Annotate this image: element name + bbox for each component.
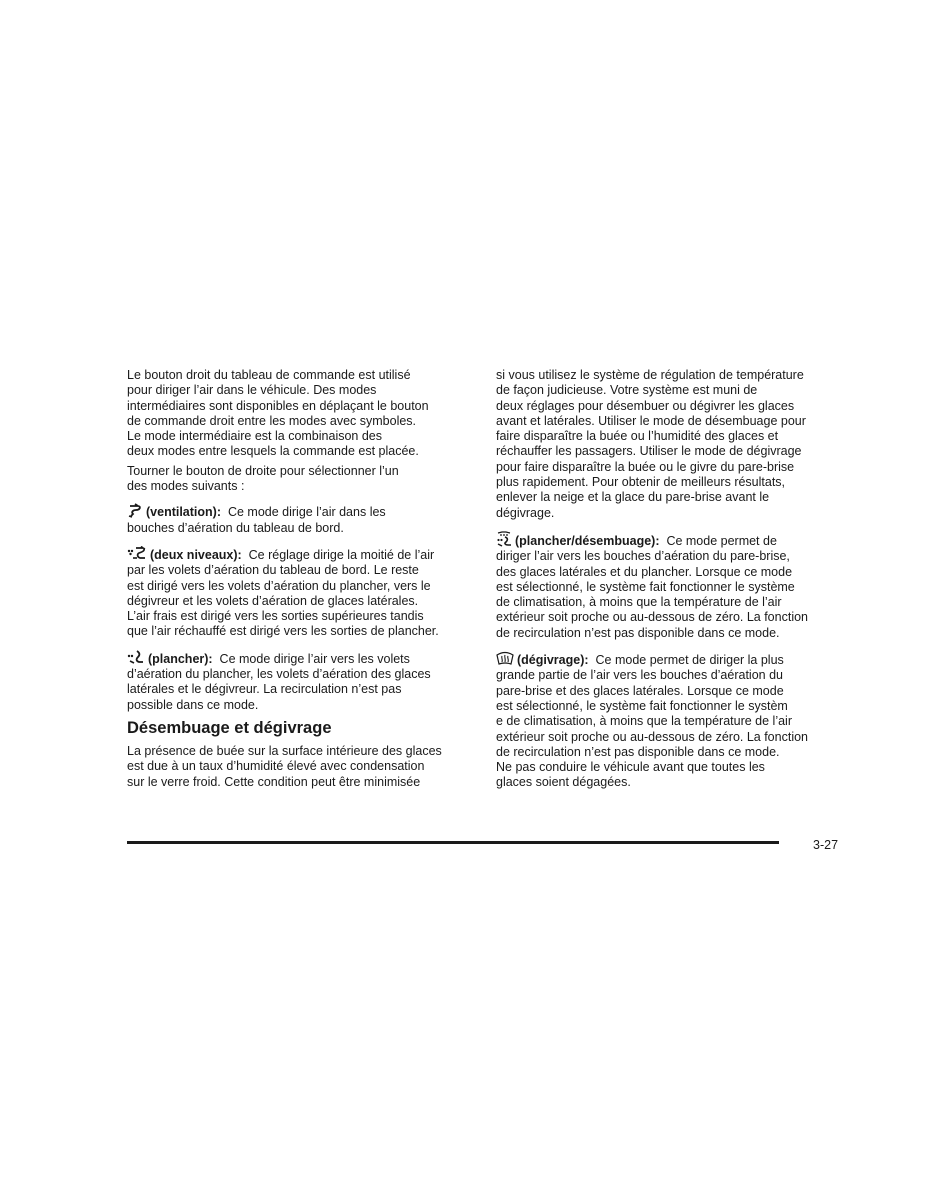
text-line: plus rapidement. Pour obtenir de meilleurs résultats, xyxy=(496,475,786,490)
mode-label: (dégivrage): xyxy=(517,653,589,668)
section-heading: Désembuage et dégivrage xyxy=(127,718,332,737)
text-line: glaces soient dégagées. xyxy=(496,775,631,790)
text-line: Le mode intermédiaire est la combinaison des xyxy=(127,429,382,444)
text-line: e de climatisation, à moins que la température de l’air xyxy=(496,714,792,729)
mode-text: Ce mode dirige l’air dans les xyxy=(227,505,386,520)
text-line: de façon judicieuse. Votre système est muni de xyxy=(496,383,758,398)
left-column xyxy=(127,368,472,794)
text-line: de recirculation n’est pas disponible dans ce mode. xyxy=(496,625,780,640)
mode-floor-defog xyxy=(496,531,841,641)
text-line: pare-brise et des glaces latérales. Lorsque ce mode xyxy=(496,683,784,698)
mode-label: (deux niveaux): xyxy=(150,547,242,562)
intro-paragraph xyxy=(127,368,472,460)
text-line: pour faire disparaître la buée ou le givre du pare-brise xyxy=(496,459,795,474)
text-line: est sélectionné, le système fait fonctionner le systèm xyxy=(496,698,788,713)
text-line: par les volets d’aération du tableau de bord. Le reste xyxy=(127,563,419,578)
defog-paragraph xyxy=(127,744,472,790)
text-line: extérieur soit proche ou au-dessous de zéro. La fonction xyxy=(496,610,808,625)
floor-airflow-icon xyxy=(127,650,145,665)
text-line: extérieur soit proche ou au-dessous de zéro. La fonction xyxy=(496,729,808,744)
mode-label: (plancher): xyxy=(148,651,213,666)
text-line: La présence de buée sur la surface intérieure des glaces xyxy=(127,743,442,758)
mode-label: (plancher/désembuage): xyxy=(515,533,660,548)
mode-ventilation xyxy=(127,503,472,536)
mode-floor xyxy=(127,650,472,713)
text-line: est dirigé vers les volets d’aération du plancher, vers le xyxy=(127,578,431,593)
text-line: enlever la neige et la glace du pare-brise avant le xyxy=(496,490,770,505)
mode-text: Ce réglage dirige la moitié de l’air xyxy=(248,547,435,562)
mode-defrost xyxy=(496,651,841,791)
continued-paragraph xyxy=(496,368,841,521)
text-line: faire disparaître la buée ou l’humidité des glaces et xyxy=(496,429,779,444)
mode-label: (ventilation): xyxy=(146,505,221,520)
text-line: de recirculation n’est pas disponible dans ce mode. xyxy=(496,744,780,759)
text-line: des glaces latérales et du plancher. Lorsque ce mode xyxy=(496,564,793,579)
text-line: de commande droit entre les modes avec symboles. xyxy=(127,413,417,428)
text-line: dégivreur et les volets d’aération de glaces latérales. xyxy=(127,593,419,608)
mode-text: Ce mode dirige l’air vers les volets xyxy=(219,651,410,666)
text-line: est due à un taux d’humidité élevé avec condensation xyxy=(127,759,425,774)
text-line: pour diriger l’air dans le véhicule. Des modes xyxy=(127,383,377,398)
vent-airflow-icon xyxy=(127,503,143,518)
floor-defog-icon xyxy=(496,531,512,547)
mode-bi-level xyxy=(127,546,472,640)
windshield-defrost-icon xyxy=(496,651,514,666)
text-line: des modes suivants : xyxy=(127,479,245,494)
mode-text: Ce mode permet de xyxy=(666,533,777,548)
text-line: d’aération du plancher, les volets d’aération des glaces xyxy=(127,667,431,682)
text-line: L’air frais est dirigé vers les sorties supérieures tandis xyxy=(127,609,424,624)
footer-rule xyxy=(127,841,779,844)
text-line: deux modes entre lesquels la commande est placée. xyxy=(127,444,419,459)
text-line: Ne pas conduire le véhicule avant que toutes les xyxy=(496,760,765,775)
bi-level-airflow-icon xyxy=(127,546,147,561)
text-line: Le bouton droit du tableau de commande est utilisé xyxy=(127,368,411,382)
text-line: est sélectionné, le système fait fonctionner le système xyxy=(496,579,795,594)
text-line: intermédiaires sont disponibles en déplaçant le bouton xyxy=(127,398,429,413)
text-line: si vous utilisez le système de régulation de température xyxy=(496,368,804,382)
text-line: Tourner le bouton de droite pour sélectionner l’un xyxy=(127,463,399,478)
text-line: réchauffer les passagers. Utiliser le mode de dégivrage xyxy=(496,444,802,459)
text-line: deux réglages pour désembuer ou dégivrer les glaces xyxy=(496,398,795,413)
page-number: 3-27 xyxy=(813,838,839,852)
text-line: sur le verre froid. Cette condition peut être minimisée xyxy=(127,774,421,789)
instruction-paragraph xyxy=(127,464,472,495)
text-line: avant et latérales. Utiliser le mode de désembuage pour xyxy=(496,413,806,428)
text-line: grande partie de l’air vers les bouches d’aération du xyxy=(496,668,783,683)
text-line: possible dans ce mode. xyxy=(127,697,259,712)
text-line: latérales et le dégivreur. La recirculation n’est pas xyxy=(127,682,402,697)
text-line: de climatisation, à moins que la température de l’air xyxy=(496,595,782,610)
mode-text: Ce mode permet de diriger la plus xyxy=(595,653,784,668)
text-line: diriger l’air vers les bouches d’aération du pare-brise, xyxy=(496,549,790,564)
text-line: dégivrage. xyxy=(496,505,555,520)
text-line: bouches d’aération du tableau de bord. xyxy=(127,520,344,535)
text-line: que l’air réchauffé est dirigé vers les sorties de plancher. xyxy=(127,624,439,639)
right-column xyxy=(496,368,841,795)
